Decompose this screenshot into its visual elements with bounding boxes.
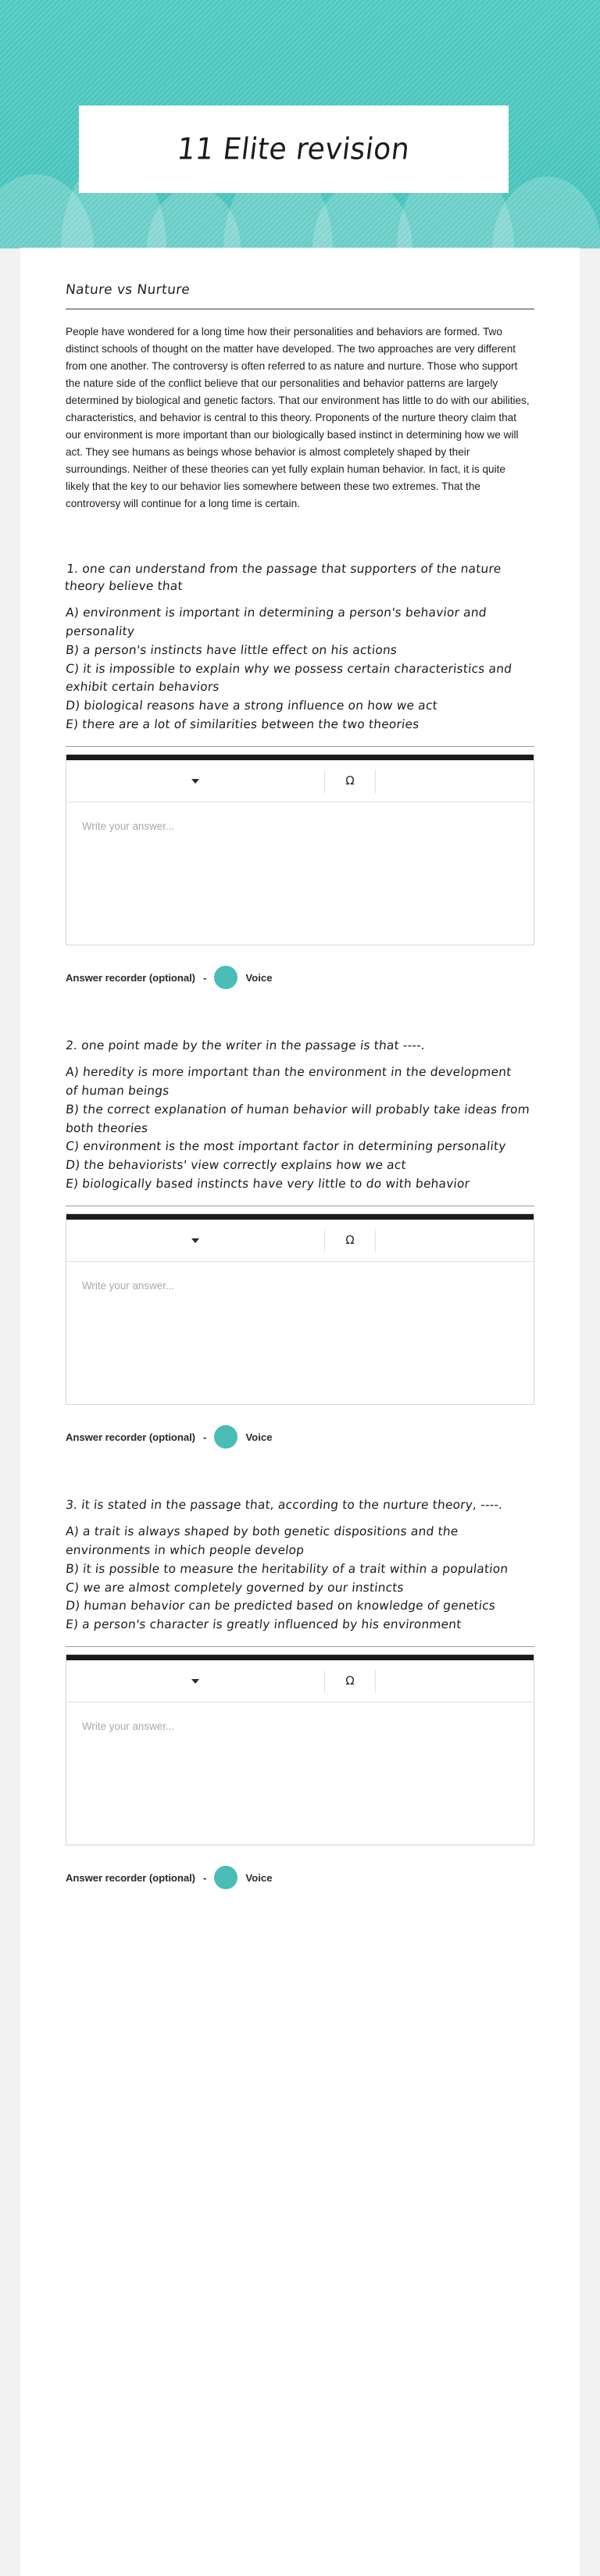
question-options [66,1524,534,1634]
answer-placeholder: Write your answer... [82,820,175,833]
chevron-down-icon [191,1238,199,1243]
answer-recorder-row [66,966,534,989]
special-character-button[interactable] [325,1660,375,1702]
answer-editor[interactable] [66,1654,534,1845]
question-options [66,605,534,734]
question-option: both theories [65,1120,149,1135]
question-option: D) the behaviorists' view correctly explains how we act [65,1158,407,1173]
answer-recorder-row [66,1425,534,1449]
question-options [66,1064,534,1193]
voice-record-button[interactable] [214,966,238,989]
answer-editor[interactable] [66,754,534,945]
omega-icon: Ω [345,1233,355,1248]
recorder-dash: - [202,1871,207,1884]
style-dropdown[interactable] [66,1220,324,1261]
questions-container [66,561,534,1889]
question-block-1 [66,561,534,989]
question-option: A) environment is important in determining a person's behavior and [65,605,488,620]
question-option: E) a person's character is greatly influenced by his environment [65,1617,462,1632]
style-dropdown[interactable] [66,760,324,802]
recorder-label: Answer recorder (optional) [66,1871,195,1884]
answer-textarea[interactable] [66,1702,534,1845]
question-divider [66,1646,534,1647]
question-option: C) we are almost completely governed by our instincts [65,1580,405,1595]
page-header [0,0,600,248]
question-option: D) biological reasons have a strong influence on how we act [65,698,438,713]
answer-recorder-row [66,1866,534,1889]
voice-label: Voice [245,1431,273,1443]
question-option: B) it is possible to measure the heritability of a trait within a population [65,1561,509,1576]
question-option: of human beings [65,1083,170,1098]
question-divider [66,746,534,747]
answer-placeholder: Write your answer... [82,1280,175,1292]
question-option: E) biologically based instincts have very little to do with behavior [65,1177,471,1192]
question-block-3 [66,1497,534,1889]
voice-label: Voice [245,1871,273,1884]
question-option: B) a person's instincts have little effect on his actions [65,642,398,657]
special-character-button[interactable] [325,1220,375,1261]
passage-body: People have wondered for a long time how their personalities and behaviors are formed. Two distinct schools of thought on the matter have developed. The two approaches are very different from one another. The controversy is often referred to as nature and nurture. Those who support the nature side of the conflict believe that our personalities and behavior patterns are largely determined by biological and genetic factors. That our environment has little to do with our abilities, characteristics, and behavior is central to this theory. Proponents of the nurture theory claim that our environment is more important than our biologically based instinct in determining how we will act. They see humans as beings whose behavior is almost completely shaped by their surroundings. Neither of these theories can yet fully explain human behavior. In fact, it is quite likely that the key to our behavior lies somewhere between these two extremes. That the controversy will continue for a long time is certain. [66,326,530,510]
question-option: C) it is impossible to explain why we possess certain characteristics and [65,661,513,676]
special-character-button[interactable] [325,760,375,802]
voice-record-button[interactable] [214,1425,238,1449]
toolbar-spacer [376,1220,534,1261]
voice-record-button[interactable] [214,1866,238,1889]
question-option: C) environment is the most important factor in determining personality [65,1139,507,1154]
question-stem: 1. one can understand from the passage that supporters of the nature theory believe that [64,562,502,594]
question-option: A) a trait is always shaped by both genetic dispositions and the [65,1524,459,1538]
question-stem: 2. one point made by the writer in the passage is that ----. [65,1038,426,1053]
editor-toolbar [66,1660,534,1702]
question-option: E) there are a lot of similarities between the two theories [65,717,420,732]
voice-label: Voice [245,971,273,984]
chevron-down-icon [191,1679,199,1684]
recorder-label: Answer recorder (optional) [66,1431,195,1443]
question-option: B) the correct explanation of human behavior will probably take ideas from [65,1102,530,1117]
question-option: environments in which people develop [65,1542,305,1557]
question-option: D) human behavior can be predicted based on knowledge of genetics [65,1599,497,1613]
editor-top-accent-bar [66,1655,534,1660]
answer-textarea[interactable] [66,1262,534,1404]
recorder-label: Answer recorder (optional) [66,971,195,984]
editor-top-accent-bar [66,1214,534,1220]
toolbar-spacer [376,760,534,802]
style-dropdown[interactable] [66,1660,324,1702]
editor-toolbar [66,760,534,802]
question-stem: 3. it is stated in the passage that, according to the nurture theory, ----. [65,1498,504,1513]
passage-section [66,282,534,513]
editor-top-accent-bar [66,755,534,760]
answer-placeholder: Write your answer... [82,1720,175,1733]
question-option: exhibit certain behaviors [65,680,220,695]
question-block-2 [66,1038,534,1449]
title-card [79,105,509,193]
recorder-dash: - [202,971,207,984]
question-option: personality [65,623,136,638]
toolbar-spacer [376,1660,534,1702]
omega-icon: Ω [345,1674,355,1688]
editor-toolbar [66,1220,534,1262]
page-title: 11 Elite revision [175,132,412,166]
content-sheet [20,248,580,2576]
answer-textarea[interactable] [66,802,534,945]
recorder-dash: - [202,1431,207,1443]
omega-icon: Ω [345,774,355,788]
passage-heading: Nature vs Nurture [64,282,191,298]
answer-editor[interactable] [66,1213,534,1405]
question-option: A) heredity is more important than the environment in the development [65,1064,512,1079]
chevron-down-icon [191,779,199,784]
